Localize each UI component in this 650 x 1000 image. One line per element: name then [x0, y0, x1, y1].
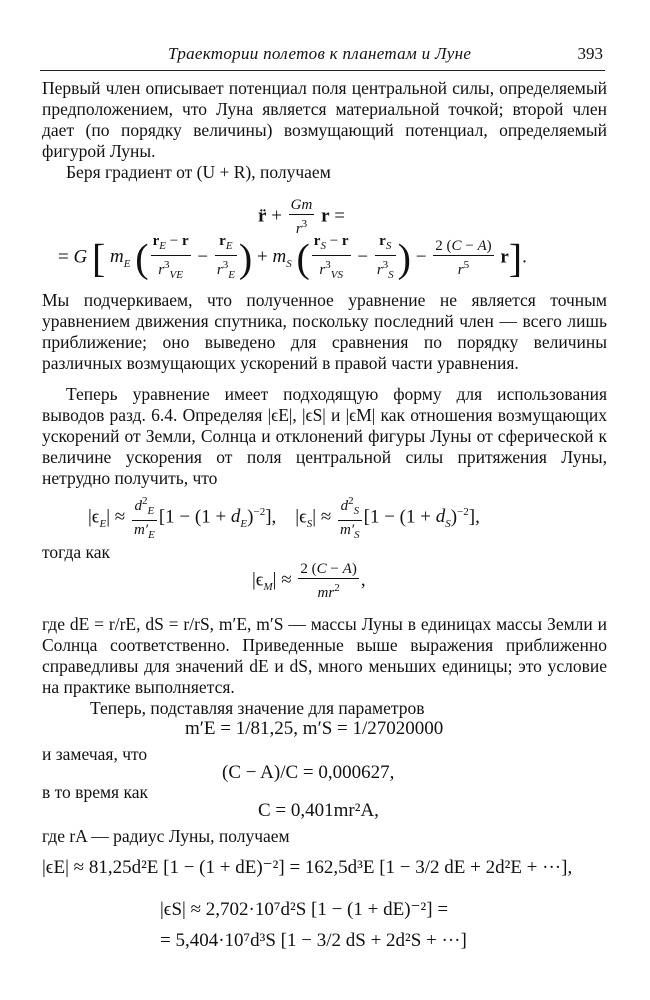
equation-motion-rhs: = G [ $m_E$ ( $\frac{r_E - r}{r^3_{VE}}$ − $\frac{r_E}{r^3_E}$ ) + $m_S$ ( $\frac{r_S - r}{r^3_{VS}}$ − $\frac{r_S}{r^3_S}$ ) − $\frac{2 (C - A)}{r^5}$ r].: [58, 233, 527, 281]
equation-epsilon-e-s: $|\epsilon_E|$ ≈ $\frac{d^2_E}{m'_E}$ $[1 - (1 + d_E)^{-2}]$, $|\epsilon_S|$ ≈ $\frac{d^2_S}{m'_S}$ $[1 - (1 + d_S)^{-2}]$,: [88, 492, 480, 544]
page-header: [40, 44, 605, 71]
paragraph-8: и замечая, что: [42, 744, 148, 764]
equation-epsilon-e-expanded: [42, 856, 572, 879]
equation-ratio: (C − A)/C = 0,000627,: [222, 762, 395, 783]
running-title: Траектории полетов к планетам и Луне: [168, 44, 472, 63]
equation-epsilon-s-2: = 5,404·10⁷d³S [1 − 3/2 dS + 2d²S + ···]: [160, 930, 467, 951]
paragraph-1: Первый член описывает потенциал поля центральной силы, определяемый предположением, что Луна является материальной точкой; второй член дает (по порядку величины) возмущающий потенциал, определяемый фигурой Луны.: [42, 78, 607, 161]
equation-motion-lhs: r̈ + $\frac{Gm}{r^3}$ r =: [258, 197, 345, 237]
paragraph-5: тогда как: [42, 542, 111, 562]
page-number: 393: [577, 44, 603, 63]
equation-epsilon-e-prefix: |ϵE| ≈ 81,25d²E [1 − (1 + dE)⁻²] = 162,5d³E: [42, 857, 375, 878]
paragraph-3: Мы подчеркиваем, что полученное уравнение не является точным уравнением движения спутника, поскольку последний член — всего лишь приближение; оно выведено для сравнения по порядку величины различных возмущающих ускорений в правой части уравнения.: [42, 290, 607, 373]
equation-c: C = 0,401mr²A,: [258, 800, 379, 821]
paragraph-9: в то время как: [42, 782, 148, 802]
equation-epsilon-s-1: |ϵS| ≈ 2,702·10⁷d²S [1 − (1 + dE)⁻²] =: [160, 899, 449, 920]
equation-epsilon-e-suffix: [1 − 3/2 dE + 2d²E + ···],: [379, 857, 573, 878]
paragraph-4: Теперь уравнение имеет подходящую форму для использования выводов разд. 6.4. Определяя |ϵE|, |ϵS| и |ϵM| как отношения возмущающих ускорений от Земли, Солнца и отклонений фигуры Луны от сферической к величине ускорения от поля центральной силы притяжения Луны, нетрудно получить, что: [42, 384, 607, 488]
equation-epsilon-m: $|\epsilon_M|$ ≈ $\frac{2 (C - A)}{mr^2}$ ,: [252, 561, 366, 601]
paragraph-7: Теперь, подставляя значение для параметров: [90, 698, 425, 718]
paragraph-2: Беря градиент от (U + R), получаем: [66, 162, 331, 182]
equation-params: m′E = 1/81,25, m′S = 1/27020000: [185, 718, 444, 739]
paragraph-6: где dE = r/rE, dS = r/rS, m′E, m′S — массы Луны в единицах массы Земли и Солнца соответственно. Приведенные выше выражения приближенно справедливы для значений dE и dS, много меньших единицы; это условие на практике выполняется.: [42, 614, 607, 697]
paragraph-10: где rA — радиус Луны, получаем: [42, 826, 290, 846]
